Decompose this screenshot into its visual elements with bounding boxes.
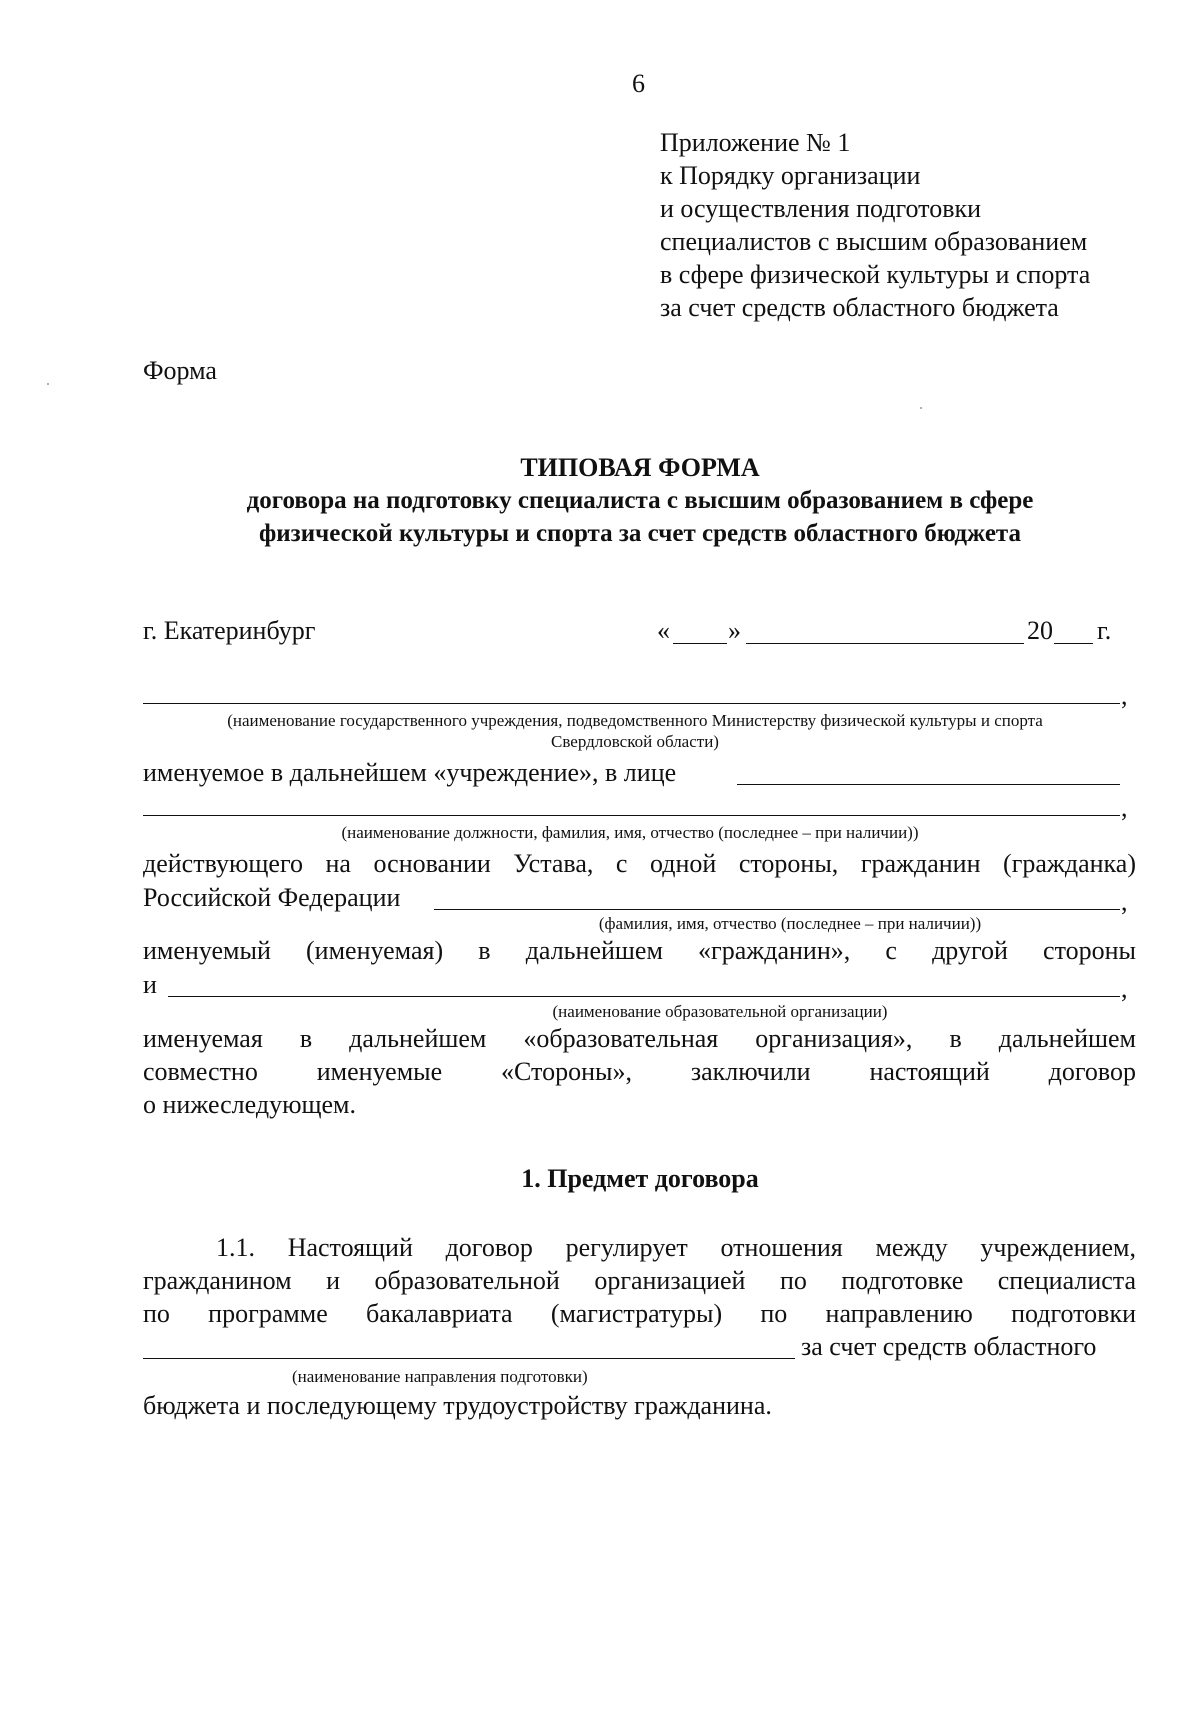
direction-caption: (наименование направления подготовки) (292, 1367, 588, 1386)
comma: , (1121, 887, 1128, 916)
page-number: 6 (632, 69, 645, 98)
document-title: ТИПОВАЯ ФОРМА (520, 453, 760, 482)
comma: , (1121, 974, 1128, 1003)
appendix-line: специалистов с высшим образованием (660, 227, 1088, 256)
appendix-line: за счет средств областного бюджета (660, 293, 1059, 322)
and-text: и (143, 970, 157, 999)
comma: , (1121, 793, 1128, 822)
paragraph-line: гражданином и образовательной организацией по подготовке специалиста (143, 1266, 1136, 1295)
date-quote-open: « (657, 616, 670, 645)
document-subtitle-line: договора на подготовку специалиста с высшим образованием в сфере (246, 487, 1034, 514)
city: г. Екатеринбург (143, 616, 316, 645)
named-org-text-line: о нижеследующем. (143, 1090, 357, 1119)
document-subtitle-line: физической культуры и спорта за счет средств областного бюджета (258, 520, 1021, 547)
citizen-caption: (фамилия, имя, отчество (последнее – при наличии)) (598, 914, 982, 933)
paragraph-line: по программе бакалавриата (магистратуры) по направлению подготовки (143, 1299, 1136, 1328)
form-label: Форма (143, 356, 217, 385)
appendix-line: и осуществления подготовки (660, 194, 982, 223)
institution-caption: Свердловской области) (551, 732, 719, 751)
direction-blank (143, 1358, 795, 1359)
scan-speck (920, 407, 922, 409)
paragraph-line-tail: за счет средств областного (801, 1332, 1097, 1361)
date-quote-close: » (728, 616, 741, 645)
appendix-line: к Порядку организации (660, 161, 921, 190)
appendix-line: Приложение № 1 (660, 128, 851, 157)
named-org-text-line: именуемая в дальнейшем «образовательная организация», в дальнейшем (143, 1024, 1136, 1053)
organization-name-blank (168, 996, 1120, 997)
citizen-name-blank (434, 909, 1120, 910)
named-institution-text: именуемое в дальнейшем «учреждение», в лице (143, 758, 677, 787)
organization-caption: (наименование образовательной организации) (552, 1002, 888, 1021)
named-org-text-line: совместно именуемые «Стороны», заключили настоящий договор (143, 1057, 1136, 1086)
section-heading: 1. Предмет договора (521, 1164, 759, 1193)
comma: , (1121, 681, 1128, 710)
institution-caption: (наименование государственного учреждения, подведомственного Министерству физической культуры и спорта (227, 711, 1043, 730)
rf-text: Российской Федерации (143, 883, 401, 912)
scan-speck (47, 383, 49, 385)
year-blank (1054, 643, 1093, 644)
appendix-line: в сфере физической культуры и спорта (660, 260, 1091, 289)
month-blank (746, 643, 1024, 644)
acting-text: действующего на основании Устава, с одной стороны, гражданин (гражданка) (143, 849, 1136, 878)
representative-blank (737, 784, 1120, 785)
day-blank (673, 643, 727, 644)
position-caption: (наименование должности, фамилия, имя, отчество (последнее – при наличии)) (341, 823, 919, 842)
named-citizen-text: именуемый (именуемая) в дальнейшем «гражданин», с другой стороны (143, 936, 1136, 965)
position-blank (143, 815, 1120, 816)
paragraph-line: бюджета и последующему трудоустройству гражданина. (143, 1391, 772, 1420)
year-prefix: 20 (1027, 616, 1053, 645)
paragraph-line: 1.1. Настоящий договор регулирует отношения между учреждением, (216, 1233, 1136, 1262)
institution-name-blank (143, 703, 1120, 704)
year-suffix: г. (1097, 616, 1112, 645)
